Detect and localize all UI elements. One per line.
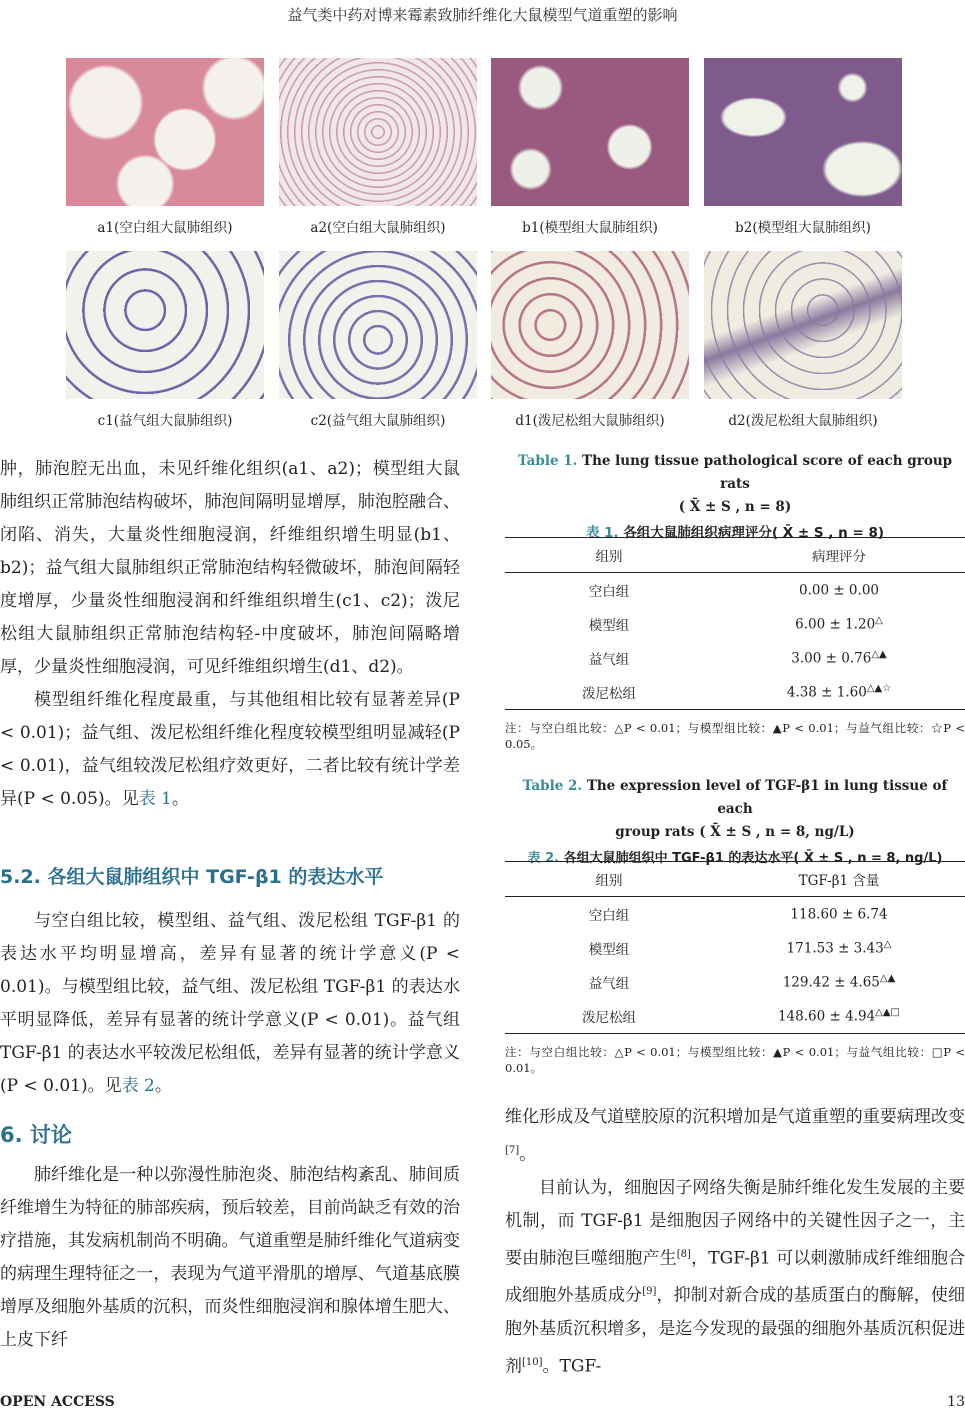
figure-caption: d2(泼尼松组大鼠肺组织) [728, 413, 878, 429]
paragraph: 肿，肺泡腔无出血，未见纤维化组织(a1、a2)；模型组大鼠肺组织正常肺泡结构破坏，肺泡间隔明显增厚，肺泡腔融合、闭陷、消失，大量炎性细胞浸润，纤维组织增生明显(b1、b2)；益气组大鼠肺组织正常肺泡结构轻微破坏，肺泡间隔轻度增厚，少量炎性细胞浸润和纤维组织增生(c1、c2)；泼尼松组大鼠肺组织正常肺泡结构轻-中度破坏，肺泡间隔略增厚，少量炎性细胞浸润，可见纤维组织增生(d1、d2)。 [0, 459, 460, 677]
citation-link[interactable]: [9] [642, 1286, 657, 1298]
histology-image-c1 [66, 251, 264, 399]
histology-image-b1 [491, 58, 689, 206]
histology-image-d1 [491, 251, 689, 399]
table-2-title: Table 2. The expression level of TGF-β1 in lung tissue of each group rats ( X̄ ± S , n = 8, ng/L) 表 2. 各组大鼠肺组织中 TGF-β1 的表达水平( X̄ ± S , n = 8, ng/L) [522, 778, 948, 866]
section-heading-5-2: 5.2. 各组大鼠肺组织中 TGF-β1 的表达水平 [0, 866, 384, 888]
table-2-note: 注：与空白组比较：△P < 0.01；与模型组比较：▲P < 0.01；与益气组比较：□P < 0.01。 [505, 1045, 965, 1075]
table-1-note: 注：与空白组比较：△P < 0.01；与模型组比较：▲P < 0.01；与益气组比较：☆P < 0.05。 [505, 721, 965, 751]
table-2-link[interactable]: 表 2 [121, 1076, 155, 1096]
histology-image-c2 [279, 251, 477, 399]
figure-caption: a2(空白组大鼠肺组织) [310, 220, 446, 236]
paragraph: 肺纤维化是一种以弥漫性肺泡炎、肺泡结构紊乱、肺间质纤维增生为特征的肺部疾病，预后较差，目前尚缺乏有效的治疗措施，其发病机制尚不明确。气道重塑是肺纤维化气道病变的病理生理特征之一，表现为气道平滑肌的增厚、气道基底膜增厚及细胞外基质的沉积，而炎性细胞浸润和腺体增生肥大、上皮下纤 [0, 1165, 460, 1350]
figure-caption: d1(泼尼松组大鼠肺组织) [515, 413, 665, 429]
citation-link[interactable]: [8] [676, 1248, 691, 1260]
table-1-title: Table 1. The lung tissue pathological score of each group rats ( X̄ ± S , n = 8) 表 1. 各组大鼠肺组织病理评分( X̄ ± S , n = 8) [517, 453, 953, 541]
paragraph: 模型组纤维化程度最重，与其他组相比较有显著差异(P < 0.01)；益气组、泼尼松组纤维化程度较模型组明显减轻(P < 0.01)，益气组较泼尼松组疗效更好，二者比较有统计学差异(P < 0.05)。见表 1。 [0, 690, 460, 809]
figure-caption: c2(益气组大鼠肺组织) [310, 413, 446, 429]
figure-caption: b1(模型组大鼠肺组织) [522, 220, 658, 236]
figure-caption: c1(益气组大鼠肺组织) [97, 413, 233, 429]
table-1: 组别 病理评分 空白组 0.00 ± 0.00 模型组 6.00 ± 1.20△ 益气组 3.00 ± 0.76△▲ 泼尼松组 4.38 ± 1.60△▲☆ [505, 537, 965, 710]
section-heading-6: 6. 讨论 [0, 1123, 72, 1147]
paragraph: 维化形成及气道壁胶原的沉积增加是气道重塑的重要病理改变[7]。 [505, 1107, 965, 1165]
table-2: 组别 TGF-β1 含量 空白组 118.60 ± 6.74 模型组 171.53 ± 3.43△ 益气组 129.42 ± 4.65△▲ 泼尼松组 148.60 ± 4.94△▲□ [505, 861, 965, 1034]
table-1-link[interactable]: 表 1 [138, 789, 172, 809]
table-row: 空白组 118.60 ± 6.74 [588, 906, 888, 924]
histology-image-d2 [704, 251, 902, 399]
paragraph: 目前认为，细胞因子网络失衡是肺纤维化发生发展的主要机制，而 TGF-β1 是细胞因子网络中的关键性因子之一，主要由肺泡巨噬细胞产生[8]，TGF-β1 可以刺激肺成纤维细胞合成细胞外基质成分[9]，抑制对新合成的基质蛋白的酶解，使细胞外基质沉积增多，是迄今发现的最强的细胞外基质沉积促进剂[10]。TGF- [505, 1177, 965, 1377]
histology-image-a2 [279, 58, 477, 206]
figure-caption: a1(空白组大鼠肺组织) [97, 220, 233, 236]
table-row: 模型组 6.00 ± 1.20△ [588, 615, 883, 634]
table-row: 益气组 3.00 ± 0.76△▲ [588, 649, 887, 668]
open-access-label: OPEN ACCESS [0, 1394, 115, 1410]
histology-image-a1 [66, 58, 264, 206]
table-row: 益气组 129.42 ± 4.65△▲ [588, 973, 896, 992]
citation-link[interactable]: [7] [505, 1145, 520, 1156]
running-title: 益气类中药对博来霉素致肺纤维化大鼠模型气道重塑的影响 [287, 6, 678, 24]
page-number: 13 [947, 1394, 965, 1410]
paragraph: 与空白组比较，模型组、益气组、泼尼松组 TGF-β1 的表达水平均明显增高，差异有显著的统计学意义(P < 0.01)。与模型组比较，益气组、泼尼松组 TGF-β1 的表达水平明显降低，差异有显著的统计学意义(P < 0.01)。益气组 TGF-β1 的表达水平较泼尼松组低，差异有显著的统计学意义(P < 0.01)。见表 2。 [0, 911, 460, 1096]
table-row: 空白组 0.00 ± 0.00 [588, 582, 879, 600]
citation-link[interactable]: [10] [522, 1356, 543, 1368]
histology-image-b2 [704, 58, 902, 206]
figure-caption: b2(模型组大鼠肺组织) [735, 220, 871, 236]
table-row: 泼尼松组 4.38 ± 1.60△▲☆ [505, 675, 965, 710]
table-row: 泼尼松组 148.60 ± 4.94△▲□ [505, 999, 965, 1034]
table-row: 模型组 171.53 ± 3.43△ [588, 939, 892, 958]
